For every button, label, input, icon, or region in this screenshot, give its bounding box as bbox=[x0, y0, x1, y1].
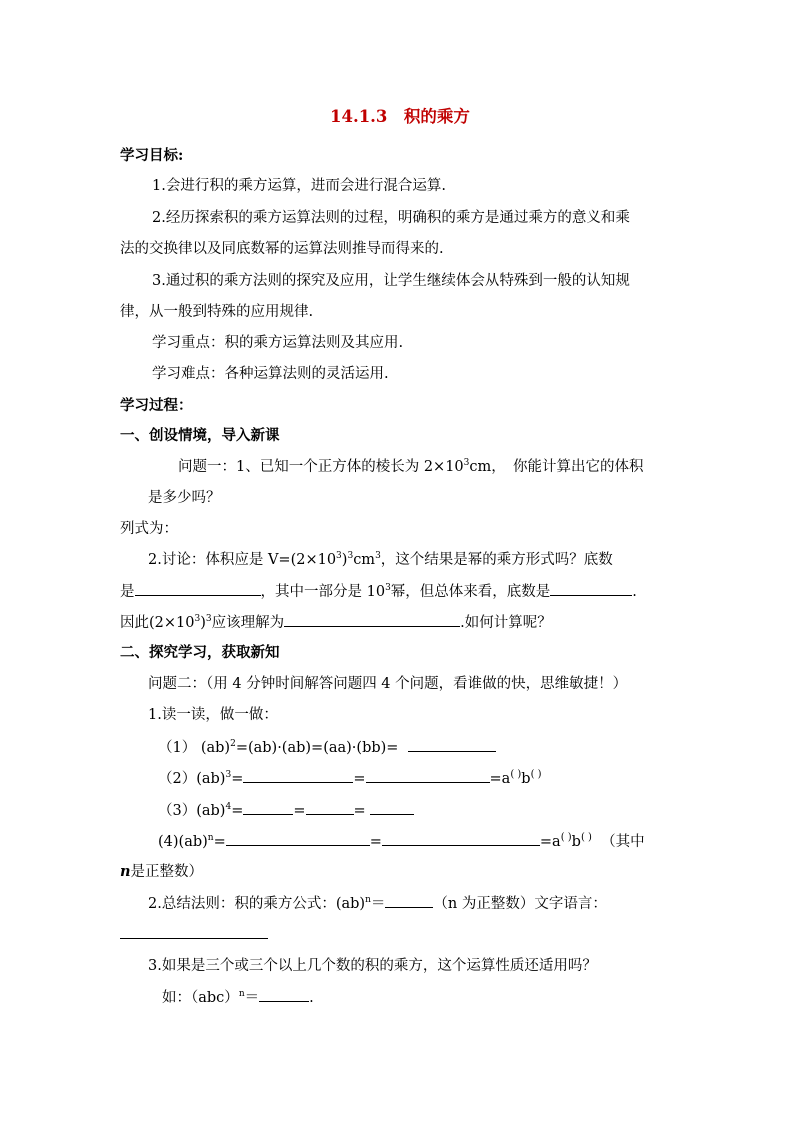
answer-blank[interactable] bbox=[382, 831, 540, 846]
question1-text-a: 问题一：1、已知一个正方体的棱长为 2×10 bbox=[178, 459, 464, 475]
exponent: n bbox=[238, 989, 245, 1000]
summary-blank-line bbox=[120, 924, 268, 945]
exercise-text: (4)(ab) bbox=[158, 834, 208, 850]
discussion-text: 2.讨论：体积应是 V=(2×10 bbox=[148, 552, 337, 568]
exponent: 3 bbox=[375, 551, 381, 562]
summary-text: ＝ bbox=[370, 896, 386, 912]
discussion-text: cm bbox=[353, 552, 376, 568]
base-text: 是 bbox=[120, 584, 135, 600]
exponent: 3 bbox=[336, 551, 342, 562]
exercise-text: （3）(ab) bbox=[158, 803, 226, 819]
base-text: ，其中一部分是 10 bbox=[260, 584, 386, 600]
exercise-text: = bbox=[353, 771, 366, 787]
exercise-text: 是正整数） bbox=[130, 864, 204, 880]
answer-blank[interactable] bbox=[385, 893, 433, 908]
exponent-slot: ( ) bbox=[530, 769, 542, 781]
exercise-text: = bbox=[213, 834, 226, 850]
page-title: 14.1.3 积的乘方 bbox=[330, 107, 470, 126]
section2-heading: 二、探究学习，获取新知 bbox=[120, 644, 280, 661]
question2: 问题二：（用 4 分钟时间解答问题四 4 个问题，看谁做的快，思维敏捷！） bbox=[148, 676, 628, 692]
exponent: 3 bbox=[194, 614, 201, 625]
difficult-point: 学习难点：各种运算法则的灵活运用. bbox=[152, 366, 389, 382]
answer-blank[interactable] bbox=[243, 768, 353, 783]
exercise-4-note bbox=[120, 862, 203, 882]
exponent: n bbox=[207, 833, 214, 844]
answer-blank[interactable] bbox=[243, 800, 293, 815]
exponent: 3 bbox=[347, 551, 354, 562]
exercise-text: = bbox=[369, 834, 382, 850]
answer-blank[interactable] bbox=[306, 800, 354, 815]
answer-blank[interactable] bbox=[226, 831, 370, 846]
exponent: 2 bbox=[230, 739, 236, 750]
example-text: ＝ bbox=[244, 990, 260, 1006]
discussion-text: ) bbox=[341, 552, 348, 568]
thus-text: .如何计算呢？ bbox=[460, 615, 552, 631]
exercise-3 bbox=[158, 800, 414, 821]
answer-blank[interactable] bbox=[135, 581, 261, 596]
question1-line-2: 是多少吗？ bbox=[148, 490, 221, 506]
answer-blank[interactable] bbox=[550, 581, 632, 596]
exercise-1 bbox=[158, 737, 496, 758]
objective-line: 3.通过积的乘方法则的探究及应用，让学生继续体会从特殊到一般的认知规 bbox=[152, 273, 630, 289]
thus-text: 应该理解为 bbox=[211, 615, 285, 631]
exercise-text: = bbox=[353, 803, 366, 819]
exponent: 4 bbox=[225, 802, 232, 813]
summary-text: （n 为正整数）文字语言： bbox=[433, 896, 607, 912]
exponent: 3 bbox=[225, 770, 232, 781]
exponent: 3 bbox=[385, 583, 391, 594]
exercise-4 bbox=[158, 831, 645, 852]
base-line bbox=[120, 581, 637, 602]
example-text: . bbox=[309, 990, 314, 1006]
exercise-text: =(ab)·(ab)=(aa)·(bb)= bbox=[235, 740, 399, 756]
section1-heading: 一、创设情境，导入新课 bbox=[120, 427, 280, 444]
objective-line: 1.会进行积的乘方运算，进而会进行混合运算. bbox=[152, 178, 446, 194]
exercise-text: （2）(ab) bbox=[158, 771, 226, 787]
formula-label: 列式为： bbox=[120, 521, 178, 537]
objective-line: 律，从一般到特殊的应用规律. bbox=[120, 304, 314, 320]
exercise-text: = bbox=[231, 771, 244, 787]
base-text: 幂，但总体来看，底数是 bbox=[390, 584, 551, 600]
exercise-text: = bbox=[293, 803, 306, 819]
exponent-slot: ( ) bbox=[580, 832, 592, 844]
base-text: . bbox=[632, 584, 637, 600]
example-text: 如：（abc） bbox=[162, 990, 239, 1006]
answer-blank[interactable] bbox=[120, 924, 268, 939]
exercise-text: （1） (ab) bbox=[158, 740, 231, 756]
objective-line: 法的交换律以及同底数幂的运算法则推导而得来的. bbox=[120, 241, 444, 257]
exercise-text: b bbox=[521, 771, 531, 787]
question3: 3.如果是三个或三个以上几个数的积的乘方，这个运算性质还适用吗？ bbox=[148, 958, 597, 974]
discussion-text: ，这个结果是幂的乘方形式吗？底数 bbox=[380, 552, 613, 568]
variable-n: n bbox=[120, 863, 131, 880]
exercise-text: b bbox=[571, 834, 581, 850]
exercise-text: = bbox=[231, 803, 244, 819]
read-do-heading: 1.读一读，做一做： bbox=[148, 707, 278, 723]
exercise-text: =a bbox=[489, 771, 511, 787]
exercise-2 bbox=[158, 768, 542, 789]
answer-blank[interactable] bbox=[259, 987, 309, 1002]
answer-blank[interactable] bbox=[366, 768, 490, 783]
example-line bbox=[162, 987, 314, 1008]
exercise-text: =a bbox=[539, 834, 561, 850]
summary-text: 2.总结法则：积的乘方公式：(ab) bbox=[148, 896, 366, 912]
objective-line: 2.经历探索积的乘方运算法则的过程，明确积的乘方是通过乘方的意义和乘 bbox=[152, 210, 630, 226]
answer-blank[interactable] bbox=[284, 612, 460, 627]
summary-line bbox=[148, 893, 607, 914]
exponent: n bbox=[365, 895, 371, 906]
question1-line bbox=[178, 457, 644, 477]
answer-blank[interactable] bbox=[408, 737, 496, 752]
exercise-text: （其中 bbox=[601, 834, 645, 850]
process-heading: 学习过程： bbox=[120, 397, 193, 414]
question1-text-b: cm， 你能计算出它的体积 bbox=[469, 459, 644, 475]
thus-line bbox=[120, 612, 552, 633]
thus-text: 因此(2×10 bbox=[120, 615, 195, 631]
thus-text: ) bbox=[200, 615, 206, 631]
answer-blank[interactable] bbox=[370, 800, 414, 815]
exponent-slot: ( ) bbox=[510, 769, 522, 781]
exponent: 3 bbox=[463, 458, 470, 469]
discussion-line bbox=[148, 550, 613, 570]
key-point: 学习重点：积的乘方运算法则及其应用. bbox=[152, 335, 404, 351]
exponent-slot: ( ) bbox=[560, 832, 572, 844]
objectives-heading: 学习目标: bbox=[120, 147, 184, 164]
exponent: 3 bbox=[205, 614, 212, 625]
